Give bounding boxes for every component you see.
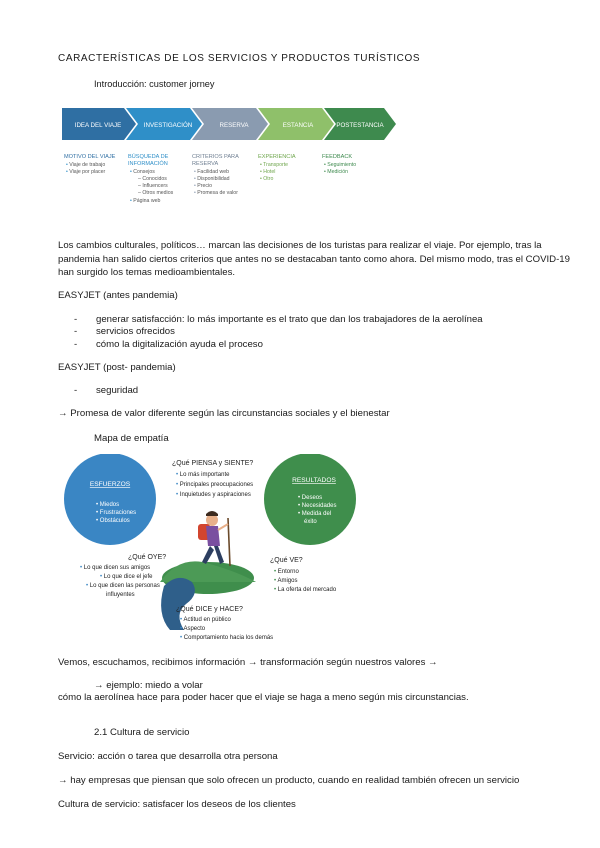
resultados-item: • Medida del <box>298 511 332 517</box>
esfuerzos-item: • Frustraciones <box>96 510 137 516</box>
ve-item: • La oferta del mercado <box>274 587 337 593</box>
journey-col3-item: • Promesa de valor <box>194 190 238 196</box>
journey-col3-heading-1: CRITERIOS PARA <box>192 154 239 160</box>
ve-item: • Entorno <box>274 569 299 575</box>
esfuerzos-item: • Obstáculos <box>96 518 130 524</box>
journey-col3-item: • Disponibilidad <box>194 176 230 182</box>
paragraph-values: Vemos, escuchamos, recibimos información → transformación según nuestros valores → <box>58 657 438 668</box>
resultados-item: éxito <box>304 519 317 525</box>
journey-col4-item: • Transporte <box>260 162 289 168</box>
resultados-title: RESULTADOS <box>292 477 336 484</box>
journey-col2-subitem: – Influencers <box>138 183 168 189</box>
journey-col2-subitem: – Conocidos <box>138 176 167 182</box>
journey-col4-heading: EXPERIENCIA <box>258 154 296 160</box>
dice-title: ¿Qué DICE y HACE? <box>176 606 243 613</box>
journey-col5-item: • Medición <box>324 169 349 175</box>
journey-col3-item: • Facilidad web <box>194 169 229 175</box>
journey-col2-item: • Página web <box>130 198 161 204</box>
list-item-text: servicios ofrecidos <box>96 326 175 337</box>
page-title: CARACTERÍSTICAS DE LOS SERVICIOS Y PRODUCTOS TURÍSTICOS <box>58 53 421 64</box>
journey-col4-item: • Otro <box>260 176 274 182</box>
empathy-map-diagram <box>60 454 360 642</box>
piensa-item: • Inquietudes y aspiraciones <box>176 492 251 498</box>
cultura-definition: Cultura de servicio: satisfacer los deseos de los clientes <box>58 799 296 810</box>
list-item: - servicios ofrecidos <box>74 326 175 337</box>
piensa-item: • Lo más importante <box>176 472 230 478</box>
resultados-item: • Necesidades <box>298 503 337 509</box>
list-item: - seguridad <box>74 385 139 396</box>
section-heading: 2.1 Cultura de servicio <box>94 727 190 738</box>
intro-heading: Introducción: customer jorney <box>94 79 215 89</box>
ve-item: • Amigos <box>274 578 298 584</box>
oye-title: ¿Qué OYE? <box>128 554 167 561</box>
paragraph-cultural-changes <box>58 239 570 280</box>
dice-item: • Aspecto <box>180 626 206 632</box>
journey-col2-heading-1: BÚSQUEDA DE <box>128 154 169 160</box>
journey-stage-1: IDEA DEL VIAJE <box>74 122 122 129</box>
list-item: - cómo la digitalización ayuda el proceso <box>74 339 263 350</box>
empresas-line: → hay empresas que piensan que solo ofrecen un producto, cuando en realidad también ofrecen un servicio <box>58 775 520 786</box>
easyjet-pre-heading: EASYJET (antes pandemia) <box>58 290 178 301</box>
esfuerzos-item: • Miedos <box>96 502 120 508</box>
esfuerzos-title: ESFUERZOS <box>89 481 131 488</box>
ve-title: ¿Qué VE? <box>270 557 303 564</box>
journey-col1-heading: MOTIVO DEL VIAJE <box>64 154 116 160</box>
journey-col2-subitem: – Otros medios <box>138 190 174 196</box>
oye-item: • Lo que dice el jefe <box>100 574 153 580</box>
journey-col5-item: • Seguimiento <box>324 162 357 168</box>
oye-item-cont: influyentes <box>106 592 135 598</box>
journey-col2-item: • Consejos <box>130 169 155 175</box>
dice-item: • Comportamiento hacia los demás <box>180 635 274 641</box>
promise-line: → Promesa de valor diferente según las circunstancias sociales y el bienestar <box>58 408 390 419</box>
journey-stage-4: ESTANCIA <box>282 122 314 129</box>
paragraph-line: han surgido los temas medioambientales. <box>58 267 236 278</box>
resultados-item: • Deseos <box>298 495 323 501</box>
list-item-text: seguridad <box>96 385 139 396</box>
piensa-title: ¿Qué PIENSA y SIENTE? <box>172 460 254 467</box>
journey-stage-5: POSTESTANCIA <box>336 122 384 129</box>
journey-stage-2: INVESTIGACIÓN <box>143 122 193 129</box>
oye-item: • Lo que dicen sus amigos <box>80 565 151 571</box>
journey-col3-item: • Precio <box>194 183 212 189</box>
paragraph-line: pandemia han salido ciertos criterios que antes no se destacaban tanto como ahora. Del mismo modo, tras el COVID-19 <box>58 253 570 265</box>
example-line: → ejemplo: miedo a volar <box>94 680 203 691</box>
dice-item: • Actitud en público <box>180 617 231 623</box>
servicio-definition: Servicio: acción o tarea que desarrolla otra persona <box>58 751 278 762</box>
paragraph-line: Los cambios culturales, políticos… marcan las decisiones de los turistas para realizar el viaje. Por ejemplo, tras la <box>58 240 542 251</box>
oye-item: • Lo que dicen las personas <box>86 583 160 589</box>
list-item: - generar satisfacción: lo más importante es el trato que dan los trabajadores de la aerolínea <box>74 314 483 325</box>
paragraph-airline: cómo la aerolínea hace para poder hacer que el viaje se haga a meno según mis circunstancias. <box>58 692 469 703</box>
journey-col3-heading-2: RESERVA <box>192 161 219 167</box>
piensa-item: • Principales preocupaciones <box>176 482 254 488</box>
journey-col5-heading: FEEDBACK <box>322 154 353 160</box>
journey-col1-item: • Viaje de trabajo <box>66 162 106 168</box>
esfuerzos-circle <box>64 454 156 545</box>
journey-col1-item: • Viaje por placer <box>66 169 106 175</box>
easyjet-post-heading: EASYJET (post- pandemia) <box>58 362 176 373</box>
list-item-text: cómo la digitalización ayuda el proceso <box>96 339 263 350</box>
journey-col2-heading-2: INFORMACIÓN <box>128 161 168 167</box>
customer-journey-diagram <box>62 100 402 220</box>
list-item-text: generar satisfacción: lo más importante es el trato que dan los trabajadores de la aerolínea <box>96 314 483 325</box>
empathy-heading: Mapa de empatía <box>94 433 169 444</box>
journey-stage-3: RESERVA <box>219 122 249 129</box>
journey-col4-item: • Hotel <box>260 169 276 175</box>
